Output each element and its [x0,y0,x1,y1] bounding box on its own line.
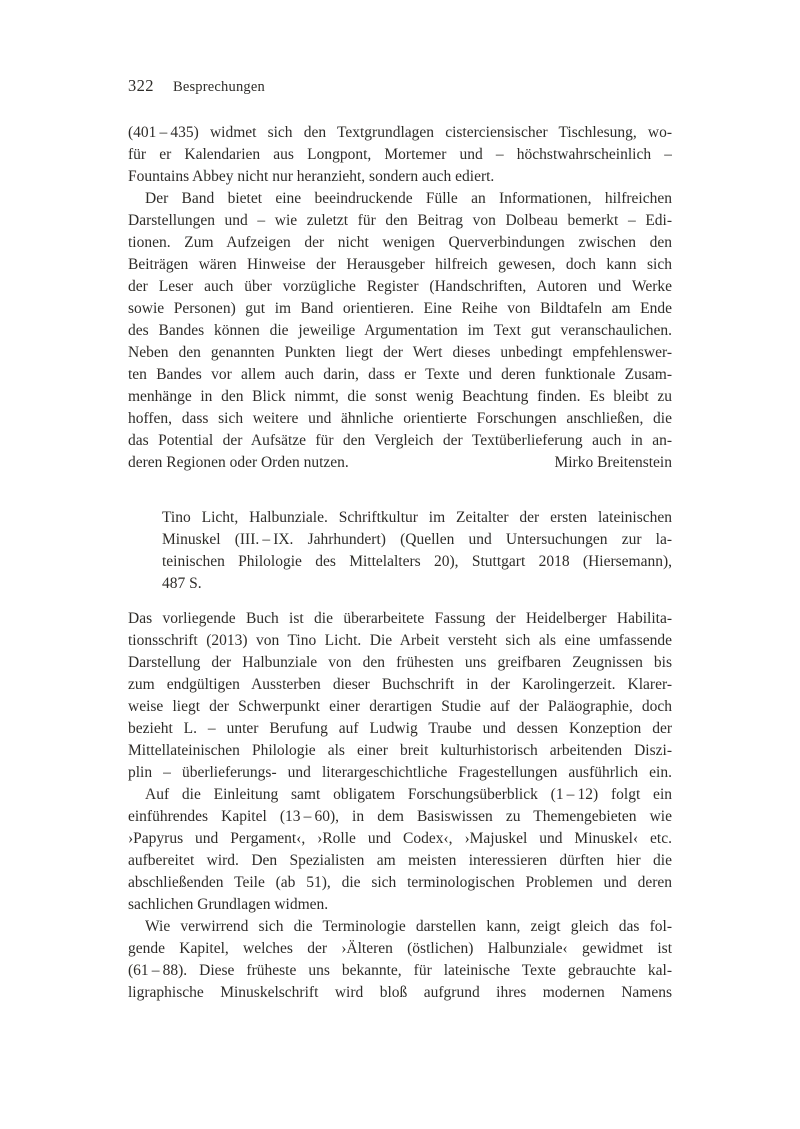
text-line: Darstellung der Halbunziale von den frühesten uns greifbaren Zeugnissen bis [128,654,672,671]
reviewer-name: Mirko Breitenstein [554,454,672,471]
book-citation [162,507,672,595]
citation-line: 487 S. [162,575,202,592]
paragraph-review-1 [128,608,672,784]
text-line: (401 – 435) widmet sich den Textgrundlagen cisterciensischer Tischlesung, wo- [128,124,672,141]
text-line: bezieht L. – unter Berufung auf Ludwig Traube und dessen Konzeption der [128,720,672,737]
closing-text: deren Regionen oder Orden nutzen. [128,454,349,471]
text-line: Das vorliegende Buch ist die überarbeitete Fassung der Heidelberger Habilita- [128,610,672,627]
text-line: hoffen, dass sich weitere und ähnliche orientierte Forschungen anschließen, die [128,410,672,427]
text-line: sachlichen Grundlagen widmen. [128,896,329,913]
text-line: ten Bandes vor allem auch darin, dass er Texte und deren funktionale Zusam- [128,366,672,383]
text-line: plin – überlieferungs- und literargeschichtliche Fragestellungen ausführlich ein. [128,764,672,781]
text-line: gende Kapitel, welches der ›Älteren (östlichen) Halbunziale‹ gewidmet ist [128,940,672,957]
paragraph-review-2 [128,784,672,916]
text-line: für er Kalendarien aus Longpont, Mortemer und – höchstwahrscheinlich – [128,146,672,163]
paragraph-review-3 [128,916,672,1004]
text-line: tionsschrift (2013) von Tino Licht. Die Arbeit versteht sich als eine umfassende [128,632,672,649]
section-title: Besprechungen [172,79,265,95]
text-line: der Leser auch über vorzügliche Register (Handschriften, Autoren und Werke [128,278,672,295]
text-line: Darstellungen und – wie zuletzt für den Beitrag von Dolbeau bemerkt – Edi- [128,212,672,229]
text-line: Auf die Einleitung samt obligatem Forschungsüberblick (1 – 12) folgt ein [145,786,672,803]
text-line: Wie verwirrend sich die Terminologie darstellen kann, zeigt gleich das fol- [145,918,672,935]
text-line: Mittellateinischen Philologie als einer breit kulturhistorisch arbeitenden Diszi- [128,742,672,759]
citation-line: teinischen Philologie des Mittelalters 20), Stuttgart 2018 (Hiersemann), [162,553,672,570]
text-line: das Potential der Aufsätze für den Vergleich der Textüberlieferung auch in an- [128,432,672,449]
text-line: Beiträgen wären Hinweise der Herausgeber hilfreich gewesen, doch kann sich [128,256,672,273]
closing-line [128,452,672,474]
text-line: Der Band bietet eine beeindruckende Fülle an Informationen, hilfreichen [145,190,672,207]
text-line: sowie Personen) gut im Band orientieren. Eine Reihe von Bildtafeln am Ende [128,300,672,317]
text-line: einführendes Kapitel (13 – 60), in dem Basiswissen zu Themengebieten wie [128,808,672,825]
text-line: ›Papyrus und Pergament‹, ›Rolle und Codex‹, ›Majuskel und Minuskel‹ etc. [128,830,672,847]
text-line: Neben den genannten Punkten liegt der Wert dieses unbedingt empfehlenswer- [128,344,672,361]
page-number: 322 [128,76,154,95]
citation-line: Tino Licht, Halbunziale. Schriftkultur im Zeitalter der ersten lateinischen [162,509,672,526]
text-line: ligraphische Minuskelschrift wird bloß aufgrund ihres modernen Namens [128,984,672,1001]
paragraph-continuation [128,122,672,188]
paragraph-review-closing [128,188,672,474]
citation-line: Minuskel (III. – IX. Jahrhundert) (Quellen und Untersuchungen zur la- [162,531,672,548]
text-line: menhänge in den Blick nimmt, die sonst wenig Beachtung finden. Es bleibt zu [128,388,672,405]
text-line: zum endgültigen Aussterben dieser Buchschrift in der Karolingerzeit. Klarer- [128,676,672,693]
text-line: tionen. Zum Aufzeigen der nicht wenigen Querverbindungen zwischen den [128,234,672,251]
text-line: (61 – 88). Diese früheste uns bekannte, für lateinische Texte gebrauchte kal- [128,962,672,979]
text-line: des Bandes können die jeweilige Argumentation im Text gut veranschaulichen. [128,322,672,339]
text-block [128,122,672,1004]
text-line: aufbereitet wird. Den Spezialisten am meisten interessieren dürften hier die [128,852,672,869]
text-line: Fountains Abbey nicht nur heranzieht, sondern auch ediert. [128,168,495,185]
text-line: abschließenden Teile (ab 51), die sich terminologischen Problemen und deren [128,874,672,891]
running-head [128,76,265,96]
text-line: weise liegt der Schwerpunkt einer derartigen Studie auf der Paläographie, doch [128,698,672,715]
